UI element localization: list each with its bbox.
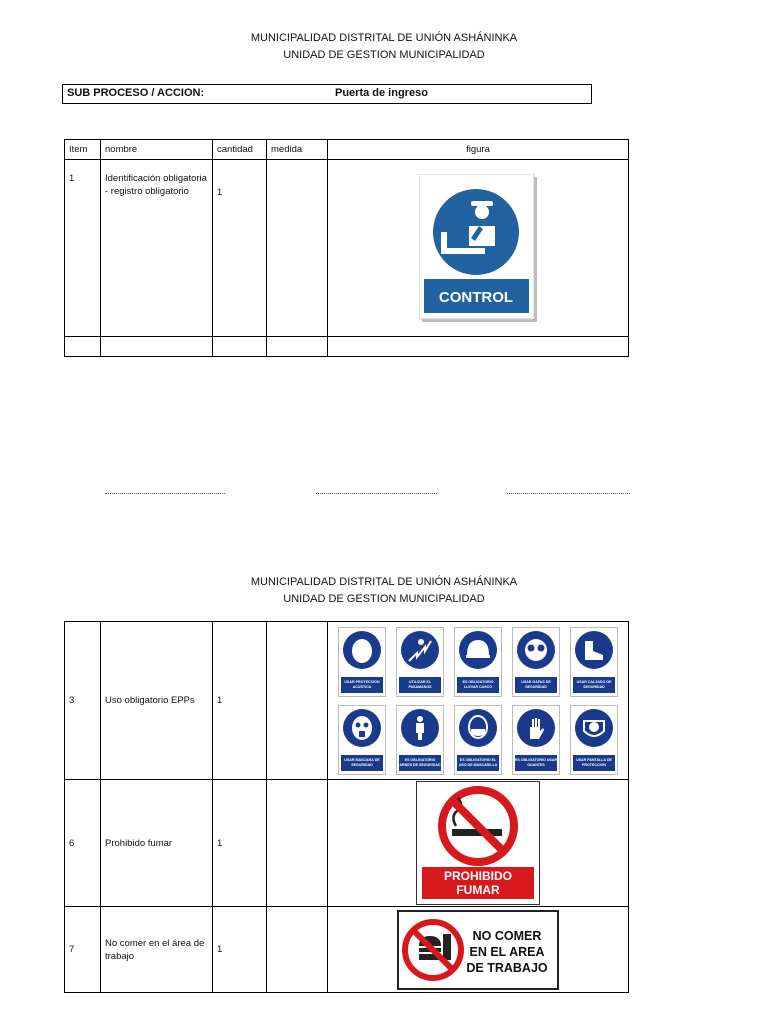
epp-caption: USAR PANTALLA DE PROTECCION — [573, 755, 615, 771]
helmet-icon — [463, 635, 493, 665]
signature-line-3 — [507, 493, 630, 494]
no-smoking-text-2: FUMAR — [456, 883, 500, 897]
epp-sign — [570, 705, 618, 775]
cell-medida — [267, 907, 328, 993]
subprocess-box — [62, 84, 592, 104]
no-eating-text-1: NO COMER — [472, 928, 542, 943]
page1-header-title: MUNICIPALIDAD DISTRITAL DE UNIÓN ASHÁNINKA — [250, 32, 518, 44]
epp-sign — [338, 705, 386, 775]
cell-nombre: Prohibido fumar — [101, 780, 213, 907]
epp-sign — [396, 627, 444, 697]
subprocess-value: Puerta de ingreso — [335, 87, 428, 99]
cell-cantidad: 1 — [213, 622, 267, 780]
goggles-icon — [521, 635, 551, 665]
epp-caption: ES OBLIGATORIO USAR GUANTES — [515, 755, 557, 771]
face-mask-icon — [463, 713, 493, 743]
epp-caption: USAR MASCARA DE SEGURIDAD — [341, 755, 383, 771]
cell-medida — [267, 780, 328, 907]
epp-sign — [512, 627, 560, 697]
no-eating-text-3: DE TRABAJO — [466, 960, 548, 975]
cell-cantidad: 1 — [213, 160, 267, 337]
table-row — [65, 622, 629, 780]
epp-sign — [454, 627, 502, 697]
signature-line-1 — [105, 493, 225, 494]
cell-item: 7 — [65, 907, 101, 993]
epp-caption: ES OBLIGATORIO EL USO DE MASCARILLA — [457, 755, 499, 771]
epp-sign — [570, 627, 618, 697]
no-eating-text-2: EN EL AREA — [469, 944, 545, 959]
no-smoking-text-1: PROHIBIDO — [443, 869, 513, 883]
cell-nombre: Identificación obligatoria - registro obligatorio — [101, 160, 213, 337]
table-header-row — [65, 140, 629, 160]
epp-signs-grid — [328, 627, 628, 775]
control-sign-icon — [419, 174, 537, 322]
epp-caption: USAR GAFAS DE SEGURIDAD — [515, 677, 557, 693]
no-eating-sign-icon — [397, 910, 559, 990]
epp-caption: USAR CALZADO DE SEGURIDAD — [573, 677, 615, 693]
cell-figura-no-eating — [328, 907, 629, 993]
gloves-icon — [521, 713, 551, 743]
epp-caption: USAR PROTECCION ACUSTICA — [341, 677, 383, 693]
epp-sign — [512, 705, 560, 775]
table-row-empty — [65, 337, 629, 357]
column-header-nombre: nombre — [101, 140, 213, 160]
signs-table-2 — [64, 621, 629, 993]
epp-caption: ES OBLIGATORIO LLEVAR CASCO — [457, 677, 499, 693]
epp-caption: ES OBLIGATORIO ARNES DE SEGURIDAD — [399, 755, 441, 771]
handrail-icon — [405, 635, 435, 665]
signs-table-1 — [64, 139, 629, 357]
table-row — [65, 160, 629, 337]
face-shield-icon — [579, 713, 609, 743]
table-row — [65, 780, 629, 907]
cell-figura — [328, 160, 629, 337]
cell-cantidad: 1 — [213, 780, 267, 907]
epp-sign — [454, 705, 502, 775]
column-header-item: ítem — [65, 140, 101, 160]
page2-header-subtitle: UNIDAD DE GESTION MUNICIPALIDAD — [283, 593, 485, 605]
page1-header-subtitle: UNIDAD DE GESTION MUNICIPALIDAD — [283, 49, 485, 61]
epp-sign — [396, 705, 444, 775]
cell-item: 3 — [65, 622, 101, 780]
cell-figura-no-smoking — [328, 780, 629, 907]
ear-protection-icon — [347, 635, 377, 665]
cell-cantidad: 1 — [213, 907, 267, 993]
cell-nombre: Uso obligatorio EPPs — [101, 622, 213, 780]
cell-figura-epp — [328, 622, 629, 780]
page2-header-title: MUNICIPALIDAD DISTRITAL DE UNIÓN ASHÁNINKA — [250, 576, 518, 588]
column-header-figura: figura — [328, 140, 629, 160]
cell-item: 6 — [65, 780, 101, 907]
cell-item: 1 — [65, 160, 101, 337]
cell-medida — [267, 622, 328, 780]
signature-line-2 — [316, 493, 437, 494]
no-smoking-sign-icon — [416, 781, 540, 905]
gas-mask-icon — [347, 713, 377, 743]
control-sign-text: CONTROL — [438, 289, 514, 306]
harness-icon — [405, 713, 435, 743]
cell-medida — [267, 160, 328, 337]
epp-sign — [338, 627, 386, 697]
epp-caption: UTILIZAR EL PASAMANOS — [399, 677, 441, 693]
column-header-cantidad: cantidad — [213, 140, 267, 160]
table-row — [65, 907, 629, 993]
cell-nombre: No comer en el área de trabajo — [101, 907, 213, 993]
safety-boot-icon — [579, 635, 609, 665]
subprocess-label: SUB PROCESO / ACCION: — [67, 87, 205, 99]
column-header-medida: medida — [267, 140, 328, 160]
